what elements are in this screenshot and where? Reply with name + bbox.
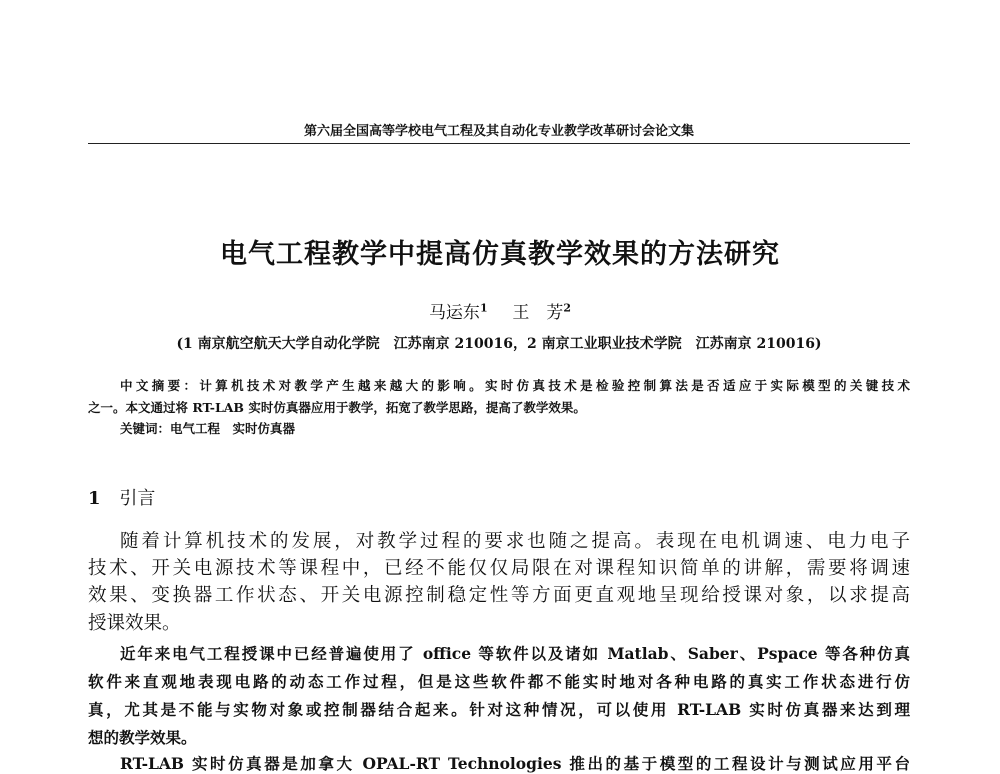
paper-title: 电气工程教学中提高仿真教学效果的方法研究: [220, 239, 780, 270]
body-line: 真，尤其是不能与实物对象或控制器结合起来。针对这种情况，可以使用 RT-LAB 实时仿真器来达到理: [88, 700, 910, 719]
body-line: 软件来直观地表现电路的动态工作过程，但是这些软件都不能实时地对各种电路的真实工作状态进行仿: [88, 672, 910, 691]
author-name: 王 芳: [512, 303, 564, 323]
body-line: 想的教学效果。: [88, 728, 197, 747]
author-mark: 2: [563, 301, 572, 315]
body-line: 技术、开关电源技术等课程中，已经不能仅仅局限在对课程知识简单的讲解，需要将调速: [88, 558, 910, 579]
section-number: 1: [88, 488, 101, 509]
body-line: RT-LAB 实时仿真器是加拿大 OPAL-RT Technologies 推出的基于模型的工程设计与测试应用平台: [120, 754, 910, 773]
body-line: 随着计算机技术的发展，对教学过程的要求也随之提高。表现在电机调速、电力电子: [120, 531, 910, 552]
authors: [0, 298, 1000, 323]
keywords: 关键词：电气工程 实时仿真器: [120, 421, 296, 436]
abstract-line: 中文摘要：计算机技术对教学产生越来越大的影响。实时仿真技术是检验控制算法是否适应于实际模型的关键技术: [120, 378, 910, 393]
header-rule: [88, 143, 910, 144]
body-line: 效果、变换器工作状态、开关电源控制稳定性等方面更直观地呈现给授课对象，以求提高: [88, 585, 910, 606]
body-line: 近年来电气工程授课中已经普遍使用了 office 等软件以及诸如 Matlab、Saber、Pspace 等各种仿真: [120, 644, 910, 663]
abstract-line: 之一。本文通过将 RT-LAB 实时仿真器应用于教学，拓宽了教学思路，提高了教学效果。: [88, 400, 586, 415]
section-heading: [88, 484, 155, 510]
author-name: 马运东: [428, 303, 480, 323]
affiliation: (1 南京航空航天大学自动化学院 江苏南京 210016，2 南京工业职业技术学院 江苏南京 210016): [176, 336, 822, 352]
section-title: 引言: [119, 488, 156, 509]
author-mark: 1: [479, 301, 488, 315]
running-header: 第六届全国高等学校电气工程及其自动化专业教学改革研讨会论文集: [303, 124, 694, 139]
body-line: 授课效果。: [88, 613, 181, 634]
